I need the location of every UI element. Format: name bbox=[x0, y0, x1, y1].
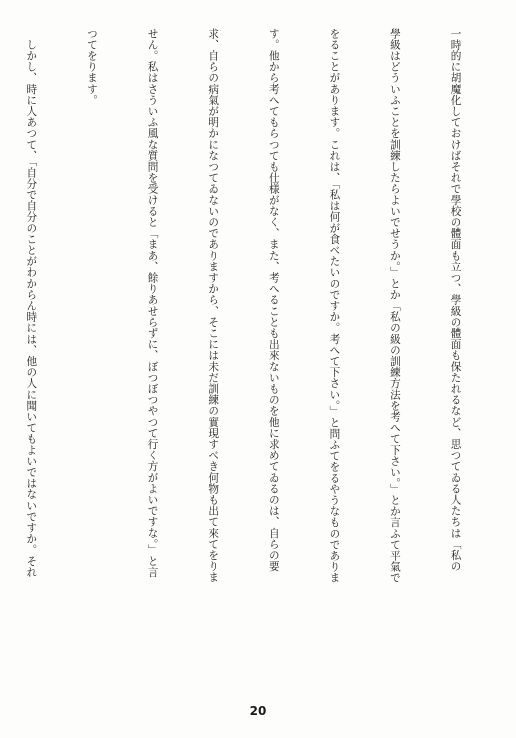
text-line: つてをります。 bbox=[85, 28, 98, 106]
text-line: しかし、時に人あつて、「自分で自分のことがわからん時には、他の人に聞いてもよいではないですか。それ bbox=[25, 28, 38, 578]
page-number: 20 bbox=[249, 704, 267, 718]
text-line: 學級はどういふことを訓練したらよいでせうか。」とか「私の級の訓練方法を考へて下さい。」とか言ふて平氣で bbox=[388, 28, 401, 584]
text-line: 求、自らの病氣が明かになつてゐないのでありますから、そこには未だ訓練の實現すべき何物も出て來てをりま bbox=[207, 28, 220, 583]
text-line: す。他から考へてもらつても仕様がなく、また、考へることも出來ないものを他に求めてゐるのは、自らの要 bbox=[267, 28, 280, 572]
text-line: をることがあります。これは、「私は何が食べたいのですか。考へて下さい。」と問ふてをるやうなものでありま bbox=[328, 28, 341, 584]
text-line: せん。私はさういふ風な質問を受けると「まあ、餘りあせらずに、ぼつぼつやつて行く方がよいですな。」と言 bbox=[146, 28, 159, 578]
text-line: 一時的に胡魔化しておけばそれで學校の體面も立つ、學級の體面も保たれるなど、思つてゐる人たちは「私の bbox=[449, 28, 462, 572]
body-text bbox=[16, 28, 506, 688]
